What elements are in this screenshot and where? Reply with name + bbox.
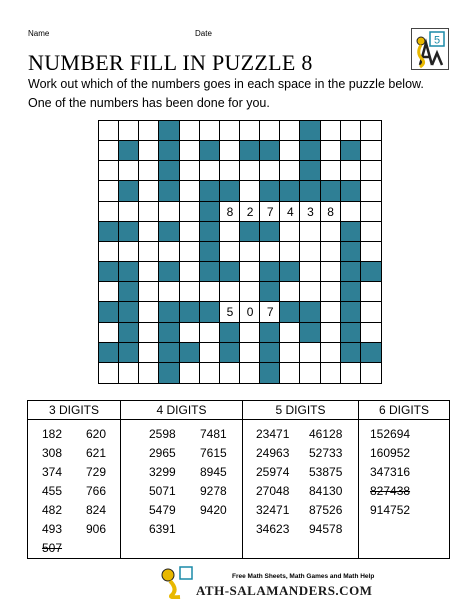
filled-cell — [119, 181, 139, 201]
six-digits-column — [359, 401, 449, 558]
empty-cell[interactable] — [159, 282, 179, 302]
empty-cell[interactable] — [180, 363, 200, 383]
filled-cell — [200, 222, 220, 242]
five-digit-number: 53875 — [309, 465, 343, 479]
footer-brand: ATH-SALAMANDERS.COM — [196, 583, 373, 598]
six-digits-header: 6 DIGITS — [359, 401, 449, 420]
filled-cell — [99, 343, 119, 363]
empty-cell[interactable] — [200, 323, 220, 343]
empty-cell[interactable] — [240, 282, 260, 302]
salamander-footer-icon — [158, 565, 198, 599]
five-digit-number: 94578 — [309, 522, 343, 536]
filled-cell — [220, 181, 240, 201]
empty-cell[interactable] — [159, 242, 179, 262]
instructions-line1: Work out which of the numbers goes in each space in the puzzle below. — [28, 77, 424, 91]
empty-cell[interactable] — [139, 222, 159, 242]
empty-cell[interactable] — [280, 343, 300, 363]
filled-cell — [280, 181, 300, 201]
four-digit-number: 6391 — [149, 522, 176, 536]
given-across-digit: 2 — [246, 204, 254, 219]
empty-cell[interactable] — [240, 343, 260, 363]
empty-cell[interactable] — [321, 161, 341, 181]
empty-cell[interactable] — [139, 181, 159, 201]
empty-cell[interactable] — [119, 121, 139, 141]
filled-cell — [220, 323, 240, 343]
filled-cell — [180, 302, 200, 322]
empty-cell[interactable] — [200, 121, 220, 141]
empty-cell[interactable] — [361, 242, 381, 262]
four-digit-number: 9278 — [200, 484, 227, 498]
five-digit-number: 23471 — [256, 427, 290, 441]
empty-cell[interactable] — [240, 181, 260, 201]
empty-cell[interactable] — [220, 363, 240, 383]
empty-cell[interactable] — [321, 363, 341, 383]
filled-cell — [260, 141, 280, 161]
empty-cell[interactable] — [321, 242, 341, 262]
five-digit-number: 52733 — [309, 446, 343, 460]
six-digit-number: 160952 — [370, 446, 411, 460]
given-short-digit: 5 — [226, 305, 234, 320]
given-across-digit: 4 — [287, 204, 294, 219]
filled-cell — [341, 141, 361, 161]
empty-cell[interactable] — [321, 343, 341, 363]
four-digit-number: 2598 — [149, 427, 176, 441]
empty-cell[interactable] — [321, 323, 341, 343]
empty-cell[interactable] — [220, 222, 240, 242]
empty-cell[interactable] — [99, 161, 119, 181]
empty-cell[interactable] — [361, 181, 381, 201]
four-digit-number: 7615 — [200, 446, 227, 460]
four-digit-number: 7481 — [200, 427, 227, 441]
five-digit-number: 32471 — [256, 503, 290, 517]
empty-cell[interactable] — [99, 323, 119, 343]
three-digit-number: 308 — [42, 446, 63, 460]
empty-cell[interactable] — [260, 161, 280, 181]
empty-cell[interactable] — [180, 242, 200, 262]
filled-cell — [321, 181, 341, 201]
empty-cell[interactable] — [280, 222, 300, 242]
empty-cell[interactable] — [200, 161, 220, 181]
filled-cell — [300, 161, 320, 181]
three-digit-number: 182 — [42, 427, 63, 441]
filled-cell — [159, 181, 179, 201]
three-digit-number: 620 — [86, 427, 107, 441]
four-digit-number: 9420 — [200, 503, 227, 517]
filled-cell — [300, 302, 320, 322]
filled-cell — [119, 222, 139, 242]
empty-cell[interactable] — [220, 121, 240, 141]
empty-cell[interactable] — [139, 202, 159, 222]
four-digit-number: 3299 — [149, 465, 176, 479]
empty-cell[interactable] — [200, 343, 220, 363]
empty-cell[interactable] — [139, 262, 159, 282]
empty-cell[interactable] — [99, 181, 119, 201]
four-digit-number: 8945 — [200, 465, 227, 479]
three-digit-number: 729 — [86, 465, 107, 479]
empty-cell[interactable] — [300, 242, 320, 262]
empty-cell[interactable] — [139, 161, 159, 181]
filled-cell — [200, 141, 220, 161]
empty-cell[interactable] — [99, 282, 119, 302]
empty-cell[interactable] — [280, 282, 300, 302]
five-digits-header: 5 DIGITS — [243, 401, 358, 420]
filled-cell — [220, 262, 240, 282]
three-digit-number: 766 — [86, 484, 107, 498]
filled-cell — [341, 343, 361, 363]
empty-cell[interactable] — [321, 121, 341, 141]
filled-cell — [200, 242, 220, 262]
five-digits-column — [243, 401, 359, 558]
empty-cell[interactable] — [300, 343, 320, 363]
empty-cell[interactable] — [240, 323, 260, 343]
empty-cell[interactable] — [200, 363, 220, 383]
empty-cell[interactable] — [99, 242, 119, 262]
footer-tagline: Free Math Sheets, Math Games and Math Help — [232, 573, 375, 580]
filled-cell — [159, 222, 179, 242]
filled-cell — [240, 222, 260, 242]
empty-cell[interactable] — [300, 222, 320, 242]
filled-cell — [300, 181, 320, 201]
empty-cell[interactable] — [240, 262, 260, 282]
filled-cell — [280, 302, 300, 322]
five-digit-number: 25974 — [256, 465, 290, 479]
three-digits-header: 3 DIGITS — [28, 401, 120, 420]
empty-cell[interactable] — [220, 161, 240, 181]
page-title: NUMBER FILL IN PUZZLE 8 — [28, 50, 313, 75]
empty-cell[interactable] — [240, 363, 260, 383]
four-digit-number: 5071 — [149, 484, 176, 498]
salamander-grade-logo — [411, 28, 449, 70]
empty-cell[interactable] — [361, 161, 381, 181]
filled-cell — [361, 343, 381, 363]
given-across-digit: 3 — [307, 204, 314, 219]
empty-cell[interactable] — [139, 323, 159, 343]
empty-cell[interactable] — [99, 141, 119, 161]
three-digit-number: 482 — [42, 503, 63, 517]
empty-cell[interactable] — [180, 121, 200, 141]
filled-cell — [260, 363, 280, 383]
five-digit-number: 46128 — [309, 427, 343, 441]
filled-cell — [341, 181, 361, 201]
filled-cell — [220, 343, 240, 363]
empty-cell[interactable] — [180, 262, 200, 282]
empty-cell[interactable] — [119, 202, 139, 222]
empty-cell[interactable] — [220, 282, 240, 302]
empty-cell[interactable] — [300, 363, 320, 383]
five-digit-number: 27048 — [256, 484, 290, 498]
empty-cell[interactable] — [300, 282, 320, 302]
filled-cell — [119, 262, 139, 282]
filled-cell — [200, 181, 220, 201]
empty-cell[interactable] — [180, 222, 200, 242]
date-label: Date — [195, 29, 212, 38]
three-digits-column — [28, 401, 121, 558]
six-digit-number: 827438 — [370, 484, 411, 498]
filled-cell — [300, 121, 320, 141]
filled-cell — [119, 302, 139, 322]
empty-cell[interactable] — [180, 161, 200, 181]
empty-cell[interactable] — [341, 363, 361, 383]
six-digit-number: 152694 — [370, 427, 411, 441]
three-digit-number: 507 — [42, 541, 63, 555]
empty-cell[interactable] — [321, 141, 341, 161]
filled-cell — [260, 282, 280, 302]
given-across-digit: 8 — [226, 204, 234, 219]
filled-cell — [240, 141, 260, 161]
empty-cell[interactable] — [119, 363, 139, 383]
filled-cell — [341, 242, 361, 262]
empty-cell[interactable] — [200, 282, 220, 302]
filled-cell — [200, 302, 220, 322]
three-digit-number: 824 — [86, 503, 107, 517]
three-digit-number: 374 — [42, 465, 63, 479]
empty-cell[interactable] — [139, 242, 159, 262]
empty-cell[interactable] — [321, 222, 341, 242]
empty-cell[interactable] — [139, 121, 159, 141]
empty-cell[interactable] — [119, 161, 139, 181]
empty-cell[interactable] — [361, 363, 381, 383]
empty-cell[interactable] — [180, 323, 200, 343]
filled-cell — [99, 302, 119, 322]
empty-cell[interactable] — [139, 343, 159, 363]
filled-cell — [341, 302, 361, 322]
filled-cell — [99, 222, 119, 242]
filled-cell — [159, 343, 179, 363]
empty-cell[interactable] — [99, 121, 119, 141]
six-digit-number: 914752 — [370, 503, 411, 517]
empty-cell[interactable] — [139, 282, 159, 302]
filled-cell — [300, 323, 320, 343]
filled-cell — [341, 323, 361, 343]
empty-cell[interactable] — [280, 242, 300, 262]
four-digits-header: 4 DIGITS — [121, 401, 242, 420]
filled-cell — [159, 262, 179, 282]
given-across-digit: 7 — [266, 204, 274, 219]
empty-cell[interactable] — [361, 222, 381, 242]
empty-cell[interactable] — [220, 242, 240, 262]
three-digit-number: 455 — [42, 484, 63, 498]
empty-cell[interactable] — [280, 161, 300, 181]
empty-cell[interactable] — [240, 121, 260, 141]
filled-cell — [200, 202, 220, 222]
filled-cell — [300, 141, 320, 161]
filled-cell — [260, 222, 280, 242]
filled-cell — [260, 181, 280, 201]
empty-cell[interactable] — [361, 282, 381, 302]
empty-cell[interactable] — [139, 363, 159, 383]
five-digit-number: 24963 — [256, 446, 290, 460]
filled-cell — [159, 302, 179, 322]
empty-cell[interactable] — [139, 141, 159, 161]
filled-cell — [260, 262, 280, 282]
four-digits-column — [121, 401, 243, 558]
four-digit-number: 2965 — [149, 446, 176, 460]
salamander-icon — [412, 29, 448, 69]
three-digit-number: 621 — [86, 446, 107, 460]
filled-cell — [119, 343, 139, 363]
filled-cell — [260, 343, 280, 363]
empty-cell[interactable] — [341, 202, 361, 222]
empty-cell[interactable] — [361, 202, 381, 222]
filled-cell — [341, 282, 361, 302]
filled-cell — [341, 222, 361, 242]
empty-cell[interactable] — [180, 181, 200, 201]
empty-cell[interactable] — [240, 242, 260, 262]
five-digit-number: 87526 — [309, 503, 343, 517]
empty-cell[interactable] — [341, 121, 361, 141]
empty-cell[interactable] — [280, 121, 300, 141]
number-list-table — [27, 400, 450, 559]
empty-cell[interactable] — [99, 202, 119, 222]
empty-cell[interactable] — [159, 202, 179, 222]
filled-cell — [159, 121, 179, 141]
empty-cell[interactable] — [240, 161, 260, 181]
empty-cell[interactable] — [260, 242, 280, 262]
filled-cell — [361, 262, 381, 282]
filled-cell — [260, 323, 280, 343]
empty-cell[interactable] — [361, 121, 381, 141]
empty-cell[interactable] — [180, 141, 200, 161]
empty-cell[interactable] — [99, 363, 119, 383]
empty-cell[interactable] — [280, 363, 300, 383]
empty-cell[interactable] — [300, 262, 320, 282]
filled-cell — [99, 262, 119, 282]
filled-cell — [159, 363, 179, 383]
filled-cell — [119, 282, 139, 302]
empty-cell[interactable] — [139, 302, 159, 322]
empty-cell[interactable] — [321, 262, 341, 282]
filled-cell — [200, 262, 220, 282]
empty-cell[interactable] — [361, 302, 381, 322]
empty-cell[interactable] — [280, 141, 300, 161]
puzzle-grid — [98, 120, 382, 384]
given-short-digit: 0 — [246, 305, 254, 320]
filled-cell — [159, 323, 179, 343]
instructions-line2: One of the numbers has been done for you. — [28, 96, 270, 110]
empty-cell[interactable] — [220, 141, 240, 161]
name-label: Name — [28, 29, 50, 38]
empty-cell[interactable] — [361, 323, 381, 343]
empty-cell[interactable] — [321, 282, 341, 302]
empty-cell[interactable] — [119, 242, 139, 262]
five-digit-number: 84130 — [309, 484, 343, 498]
filled-cell — [119, 141, 139, 161]
filled-cell — [280, 262, 300, 282]
filled-cell — [159, 141, 179, 161]
empty-cell[interactable] — [180, 282, 200, 302]
given-across-digit: 8 — [327, 204, 334, 219]
given-short-digit: 7 — [266, 305, 274, 320]
empty-cell[interactable] — [321, 302, 341, 322]
four-digit-number: 5479 — [149, 503, 176, 517]
empty-cell[interactable] — [260, 121, 280, 141]
empty-cell[interactable] — [180, 202, 200, 222]
filled-cell — [159, 161, 179, 181]
filled-cell — [119, 323, 139, 343]
filled-cell — [180, 343, 200, 363]
six-digit-number: 347316 — [370, 465, 411, 479]
filled-cell — [341, 262, 361, 282]
empty-cell[interactable] — [341, 161, 361, 181]
grade-badge: 5 — [433, 34, 441, 47]
three-digit-number: 493 — [42, 522, 63, 536]
three-digit-number: 906 — [86, 522, 107, 536]
five-digit-number: 34623 — [256, 522, 290, 536]
empty-cell[interactable] — [361, 141, 381, 161]
empty-cell[interactable] — [280, 323, 300, 343]
